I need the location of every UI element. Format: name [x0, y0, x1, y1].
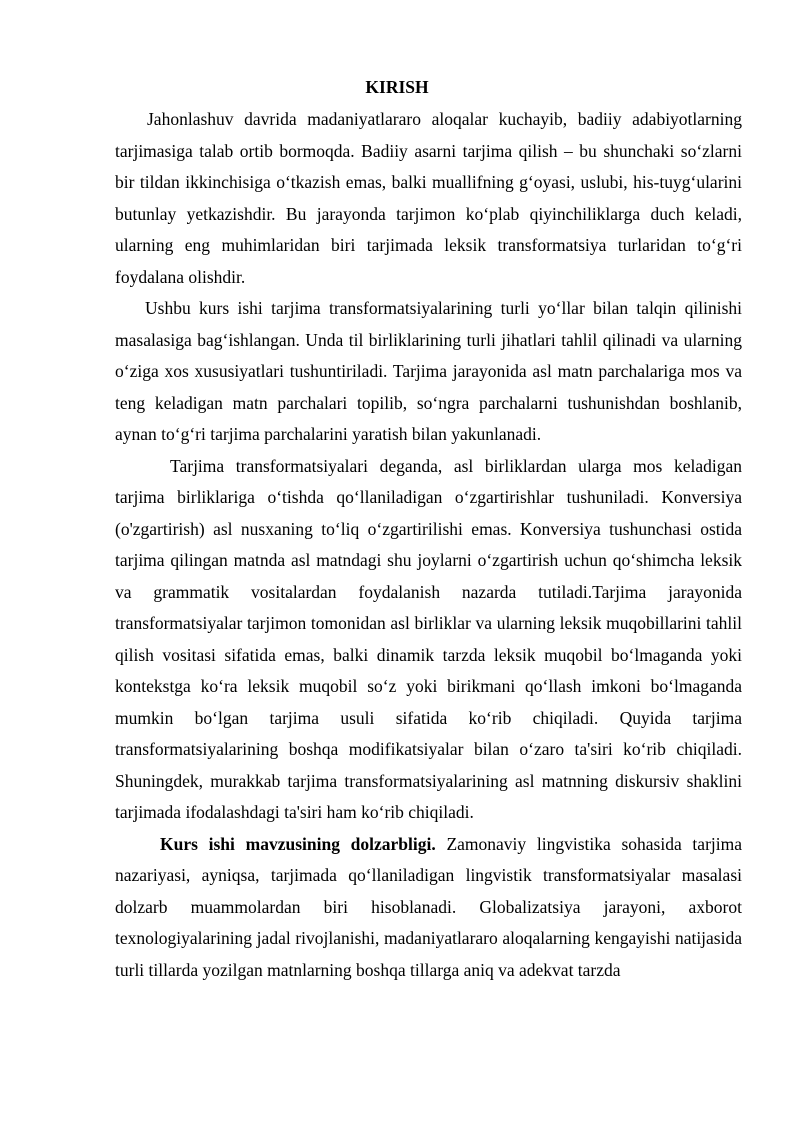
paragraph-course-work: Ushbu kurs ishi tarjima transformatsiyalarining turli yo‘llar bilan talqin qilinishi masalasiga bag‘ishlangan. Unda til birliklarining turli jihatlari tahlil qilinadi va ularning o‘ziga xos xususiyatlari tushuntiriladi. Tarjima jarayonida asl matn parchalariga mos va teng keladigan matn parchalari topilib, so‘ngra parchalarni tushunishdan boshlanib, aynan to‘g‘ri tarjima parchalarini yaratish bilan yakunlanadi. [115, 298, 742, 444]
relevance-text: Zamonaviy lingvistika sohasida tarjima nazariyasi, ayniqsa, tarjimada qo‘llaniladigan lingvistik transformatsiyalar masalasi dolzarb muammolardan biri hisoblanadi. Globalizatsiya jarayoni, axborot texnologiyalarining jadal rivojlanishi, madaniyatlararo aloqalarning kengayishi natijasida turli tillarda yozilgan matnlarning boshqa tillarga aniq va adekvat tarzda [115, 833, 742, 980]
document-body [115, 104, 742, 986]
page-heading: KIRISH [365, 77, 429, 97]
paragraph-transformations: Tarjima transformatsiyalari deganda, asl birliklardan ularga mos keladigan tarjima birliklariga o‘tishda qo‘llaniladigan o‘zgartirishlar tushuniladi. Konversiya (o'zgartirish) asl nusxaning to‘liq o‘zgartirilishi emas. Konversiya tushunchasi ostida tarjima qilingan matnda asl matndagi shu joylarni o‘zgartirish uchun qo‘shimcha leksik va grammatik vositalardan foydalanish nazarda tutiladi.Tarjima jarayonida transformatsiyalar tarjimon tomonidan asl birliklar va ularning leksik muqobillarini tahlil qilish vositasi sifatida emas, balki dinamik tarzda leksik muqobil bo‘lmaganda yoki kontekstga ko‘ra leksik muqobil so‘z yoki birikmani qo‘llash imkoni bo‘lmaganda mumkin bo‘lgan tarjima usuli sifatida ko‘rib chiqiladi. Quyida tarjima transformatsiyalarining boshqa modifikatsiyalar bilan o‘zaro ta'siri ko‘rib chiqiladi. Shuningdek, murakkab tarjima transformatsiyalarining asl matnning diskursiv shaklini tarjimada ifodalashdagi ta'siri ham ko‘rib chiqiladi. [115, 455, 742, 822]
paragraph-relevance [115, 829, 742, 987]
paragraph-intro: Jahonlashuv davrida madaniyatlararo aloqalar kuchayib, badiiy adabiyotlarning tarjimasiga talab ortib bormoqda. Badiiy asarni tarjima qilish – bu shunchaki so‘zlarni bir tildan ikkinchisiga o‘tkazish emas, balki muallifning g‘oyasi, uslubi, his-tuyg‘ularini butunlay yetkazishdir. Bu jarayonda tarjimon ko‘plab qiyinchiliklarga duch keladi, ularning eng muhimlaridan biri tarjimada leksik transformatsiya turlaridan to‘g‘ri foydalana olishdir. [115, 109, 742, 287]
relevance-lead: Kurs ishi mavzusining dolzarbligi. [160, 833, 436, 854]
